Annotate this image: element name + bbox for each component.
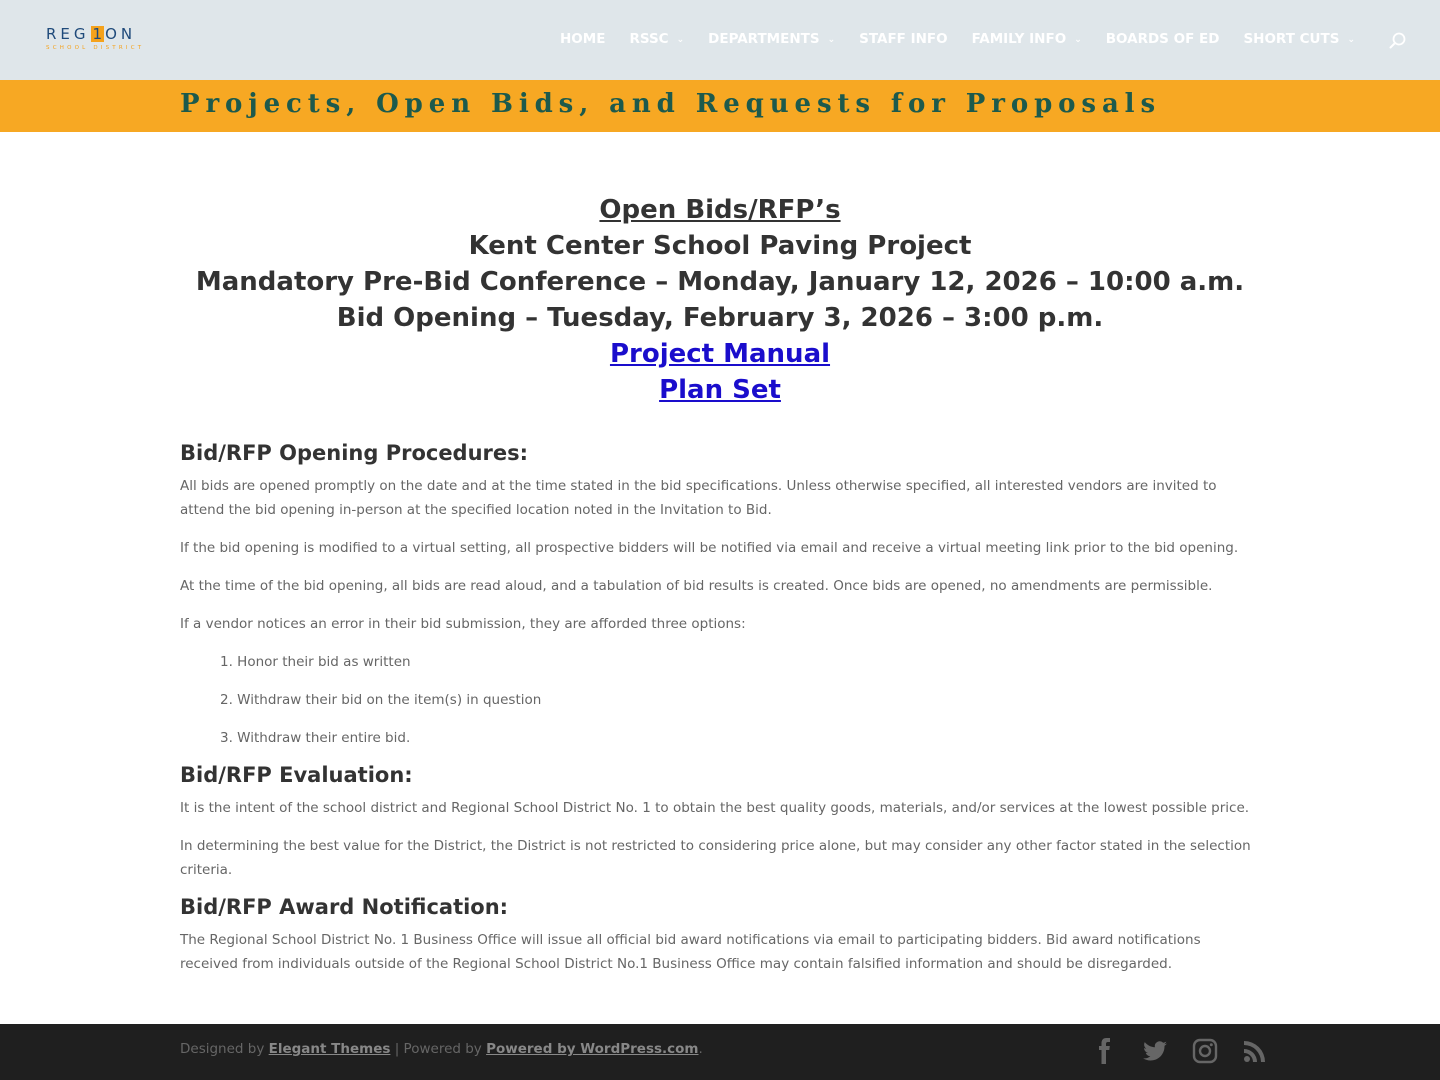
procedures-paragraph: If a vendor notices an error in their bid submission, they are afforded three options: — [180, 616, 746, 632]
chevron-down-icon: ⌄ — [827, 34, 836, 45]
open-bids-heading: Open Bids/RFP’s — [599, 195, 841, 225]
list-item: 3. Withdraw their entire bid. — [220, 730, 411, 746]
social-links — [1092, 1038, 1268, 1064]
nav-item-departments[interactable]: DEPARTMENTS ⌄ — [708, 31, 836, 47]
logo-wordmark: REG 1 ON — [46, 25, 137, 43]
evaluation-paragraph: In determining the best value for the District, the District is not restricted to considering price alone, but may consider any other factor stated in the selection criteria. — [180, 838, 1251, 878]
chevron-down-icon: ⌄ — [1347, 34, 1355, 45]
search-icon[interactable] — [1389, 32, 1407, 50]
procedures-paragraph: All bids are opened promptly on the date and at the time stated in the bid specifications. Unless otherwise specified, all interested vendors are invited to attend the bid opening in-person at the specified location noted in the Invitation to Bid. — [180, 478, 1217, 518]
rss-icon[interactable] — [1242, 1038, 1268, 1064]
plan-set-link[interactable]: Plan Set — [659, 375, 781, 405]
page-title-banner — [0, 80, 1440, 132]
project-manual-link[interactable]: Project Manual — [609, 339, 831, 369]
twitter-icon[interactable] — [1142, 1038, 1168, 1064]
region-1-logo[interactable] — [46, 26, 156, 56]
nav-item-rssc[interactable]: RSSC ⌄ — [629, 31, 685, 47]
elegant-themes-link[interactable]: Elegant Themes — [268, 1041, 391, 1057]
nav-item-family-info[interactable]: FAMILY INFO ⌄ — [971, 31, 1082, 47]
logo-subtitle: SCHOOL DISTRICT — [46, 45, 145, 51]
chevron-down-icon: ⌄ — [676, 34, 685, 45]
instagram-icon[interactable] — [1192, 1038, 1218, 1064]
list-item: 1. Honor their bid as written — [220, 654, 411, 670]
award-heading: Bid/RFP Award Notification: — [180, 895, 509, 919]
project-name: Kent Center School Paving Project — [468, 231, 972, 261]
open-bids-block — [180, 192, 1260, 408]
list-item: 2. Withdraw their bid on the item(s) in question — [220, 692, 542, 708]
footer-credits: Designed by Elegant Themes | Powered by Powered by WordPress.com. — [180, 1041, 703, 1057]
procedures-heading: Bid/RFP Opening Procedures: — [180, 441, 529, 465]
site-header — [0, 0, 1440, 80]
nav-item-short-cuts[interactable]: SHORT CUTS ⌄ — [1243, 31, 1355, 47]
pre-bid-conference: Mandatory Pre-Bid Conference – Monday, January 12, 2026 – 10:00 a.m. — [195, 267, 1245, 297]
facebook-icon[interactable] — [1092, 1038, 1118, 1064]
evaluation-paragraph: It is the intent of the school district and Regional School District No. 1 to obtain the best quality goods, materials, and/or services at the lowest possible price. — [180, 800, 1250, 816]
error-options-list — [180, 650, 1260, 750]
procedures-paragraph: If the bid opening is modified to a virtual setting, all prospective bidders will be notified via email and receive a virtual meeting link prior to the bid opening. — [180, 540, 1239, 556]
evaluation-heading: Bid/RFP Evaluation: — [180, 763, 413, 787]
main-content — [180, 132, 1260, 976]
nav-item-staff-info[interactable]: STAFF INFO — [859, 31, 948, 47]
nav-item-boards-of-ed[interactable]: BOARDS OF ED — [1105, 31, 1220, 47]
chevron-down-icon: ⌄ — [1074, 34, 1082, 45]
procedures-paragraph: At the time of the bid opening, all bids are read aloud, and a tabulation of bid results is created. Once bids are opened, no amendments are permissible. — [180, 578, 1213, 594]
wordpress-link[interactable]: Powered by WordPress.com — [486, 1041, 699, 1057]
bid-opening-date: Bid Opening – Tuesday, February 3, 2026 – 3:00 p.m. — [336, 303, 1104, 333]
nav-item-home[interactable]: HOME — [560, 31, 606, 47]
award-paragraph: The Regional School District No. 1 Business Office will issue all official bid award notifications via email to participating bidders. Bid award notifications received from individuals outside of the Regional School District No.1 Business Office may contain falsified information and should be disregarded. — [180, 932, 1201, 972]
main-nav — [560, 31, 1379, 47]
page-title: Projects, Open Bids, and Requests for Proposals — [180, 89, 1162, 119]
site-footer — [0, 1024, 1440, 1080]
